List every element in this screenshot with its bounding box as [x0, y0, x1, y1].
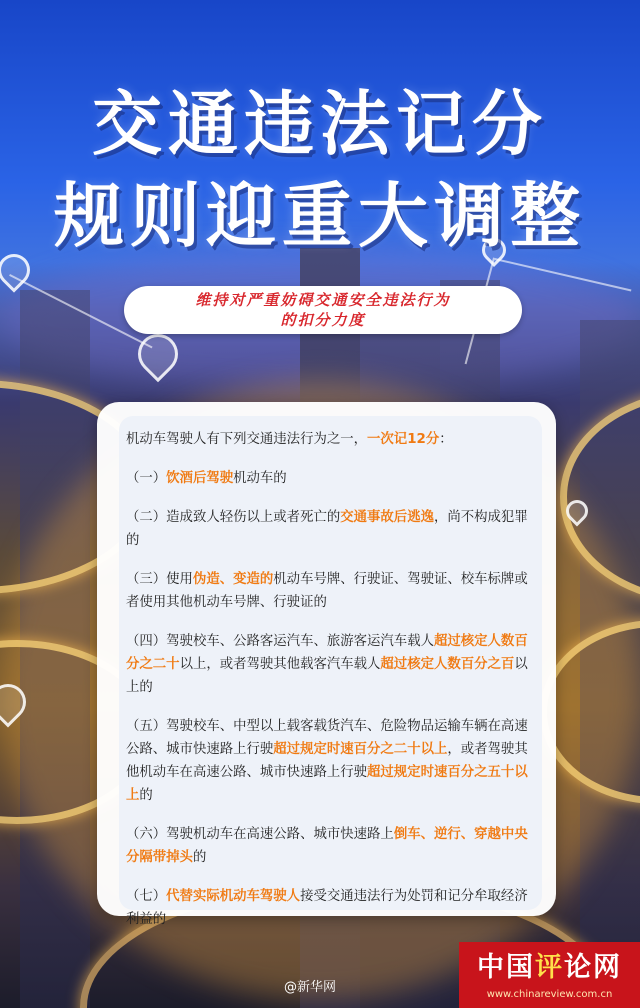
logo-text-a: 中国	[477, 952, 535, 983]
rule-text: （七）	[126, 889, 167, 904]
rule-item	[126, 630, 532, 699]
highlighted-text: 一次记12分	[367, 432, 440, 447]
rule-item	[126, 885, 532, 931]
highlighted-text: 交通事故后逃逸	[340, 510, 434, 525]
rule-text: 以上，或者驾驶其他载客汽车载人	[179, 657, 381, 672]
rule-item	[126, 568, 532, 614]
source-credit: @新华网	[284, 980, 337, 995]
rule-text: （一）	[126, 471, 167, 486]
rule-text: 机动车的	[233, 471, 287, 486]
rule-text: 的	[139, 788, 153, 803]
rule-text: （五）驾驶校车、中型以上载客载货汽车、危险物品运输车辆在高速公路、城市快速路上行驶	[126, 719, 528, 757]
title-line-1: 交通违法记分	[92, 83, 548, 165]
chinareview-logo	[459, 942, 640, 1008]
highlighted-text: 超过核定人数百分之百	[380, 657, 515, 672]
intro-paragraph	[126, 428, 532, 451]
rule-text: 接受交通违法行为处罚和记分牟取经济利益的	[126, 889, 528, 927]
highlighted-text: 倒车、逆行、穿越中央分隔带掉头	[126, 827, 528, 865]
rule-text: （二）造成致人轻伤以上或者死亡的	[126, 510, 341, 525]
rule-text: 机动车号牌、行驶证、驾驶证、校车标牌或者使用其他机动车号牌、行驶证的	[126, 572, 528, 610]
subtitle-banner	[124, 286, 522, 334]
rule-item	[126, 823, 532, 869]
rules-list	[126, 467, 532, 931]
rule-text: （三）使用	[126, 572, 193, 587]
logo-text	[459, 942, 640, 988]
rule-text: （六）驾驶机动车在高速公路、城市快速路上	[126, 827, 394, 842]
highlighted-text: 饮酒后驾驶	[166, 471, 234, 486]
rule-text: ，或者驾驶其他机动车在高速公路、城市快速路上行驶	[126, 742, 528, 780]
logo-text-c: 论网	[564, 952, 622, 983]
rule-text: ，尚不构成犯罪的	[126, 510, 528, 548]
rule-item	[126, 467, 532, 490]
rules-text	[126, 428, 532, 947]
highlighted-text: 伪造、变造的	[192, 572, 274, 587]
highlighted-text: 超过核定人数百分之二十	[126, 634, 528, 672]
subtitle-line-2: 的扣分力度	[280, 311, 366, 329]
highlighted-text: 代替实际机动车驾驶人	[166, 889, 301, 904]
rule-text: 机动车驾驶人有下列交通违法行为之一，	[126, 432, 368, 447]
subtitle-line-1: 维持对严重妨碍交通安全违法行为	[195, 291, 451, 309]
rule-text: （四）驾驶校车、公路客运汽车、旅游客运汽车载人	[126, 634, 434, 649]
highlighted-text: 超过规定时速百分之五十以上	[126, 765, 528, 803]
title-line-2: 规则迎重大调整	[54, 175, 586, 257]
logo-url: www.chinareview.com.cn	[486, 989, 613, 1000]
highlighted-text: 超过规定时速百分之二十以上	[273, 742, 448, 757]
rule-text: 的	[192, 850, 207, 865]
rule-text: ：	[439, 432, 453, 447]
rule-item	[126, 506, 532, 552]
rule-item	[126, 715, 532, 807]
logo-text-b: 评	[535, 952, 564, 983]
rule-text: 以上的	[126, 657, 528, 695]
